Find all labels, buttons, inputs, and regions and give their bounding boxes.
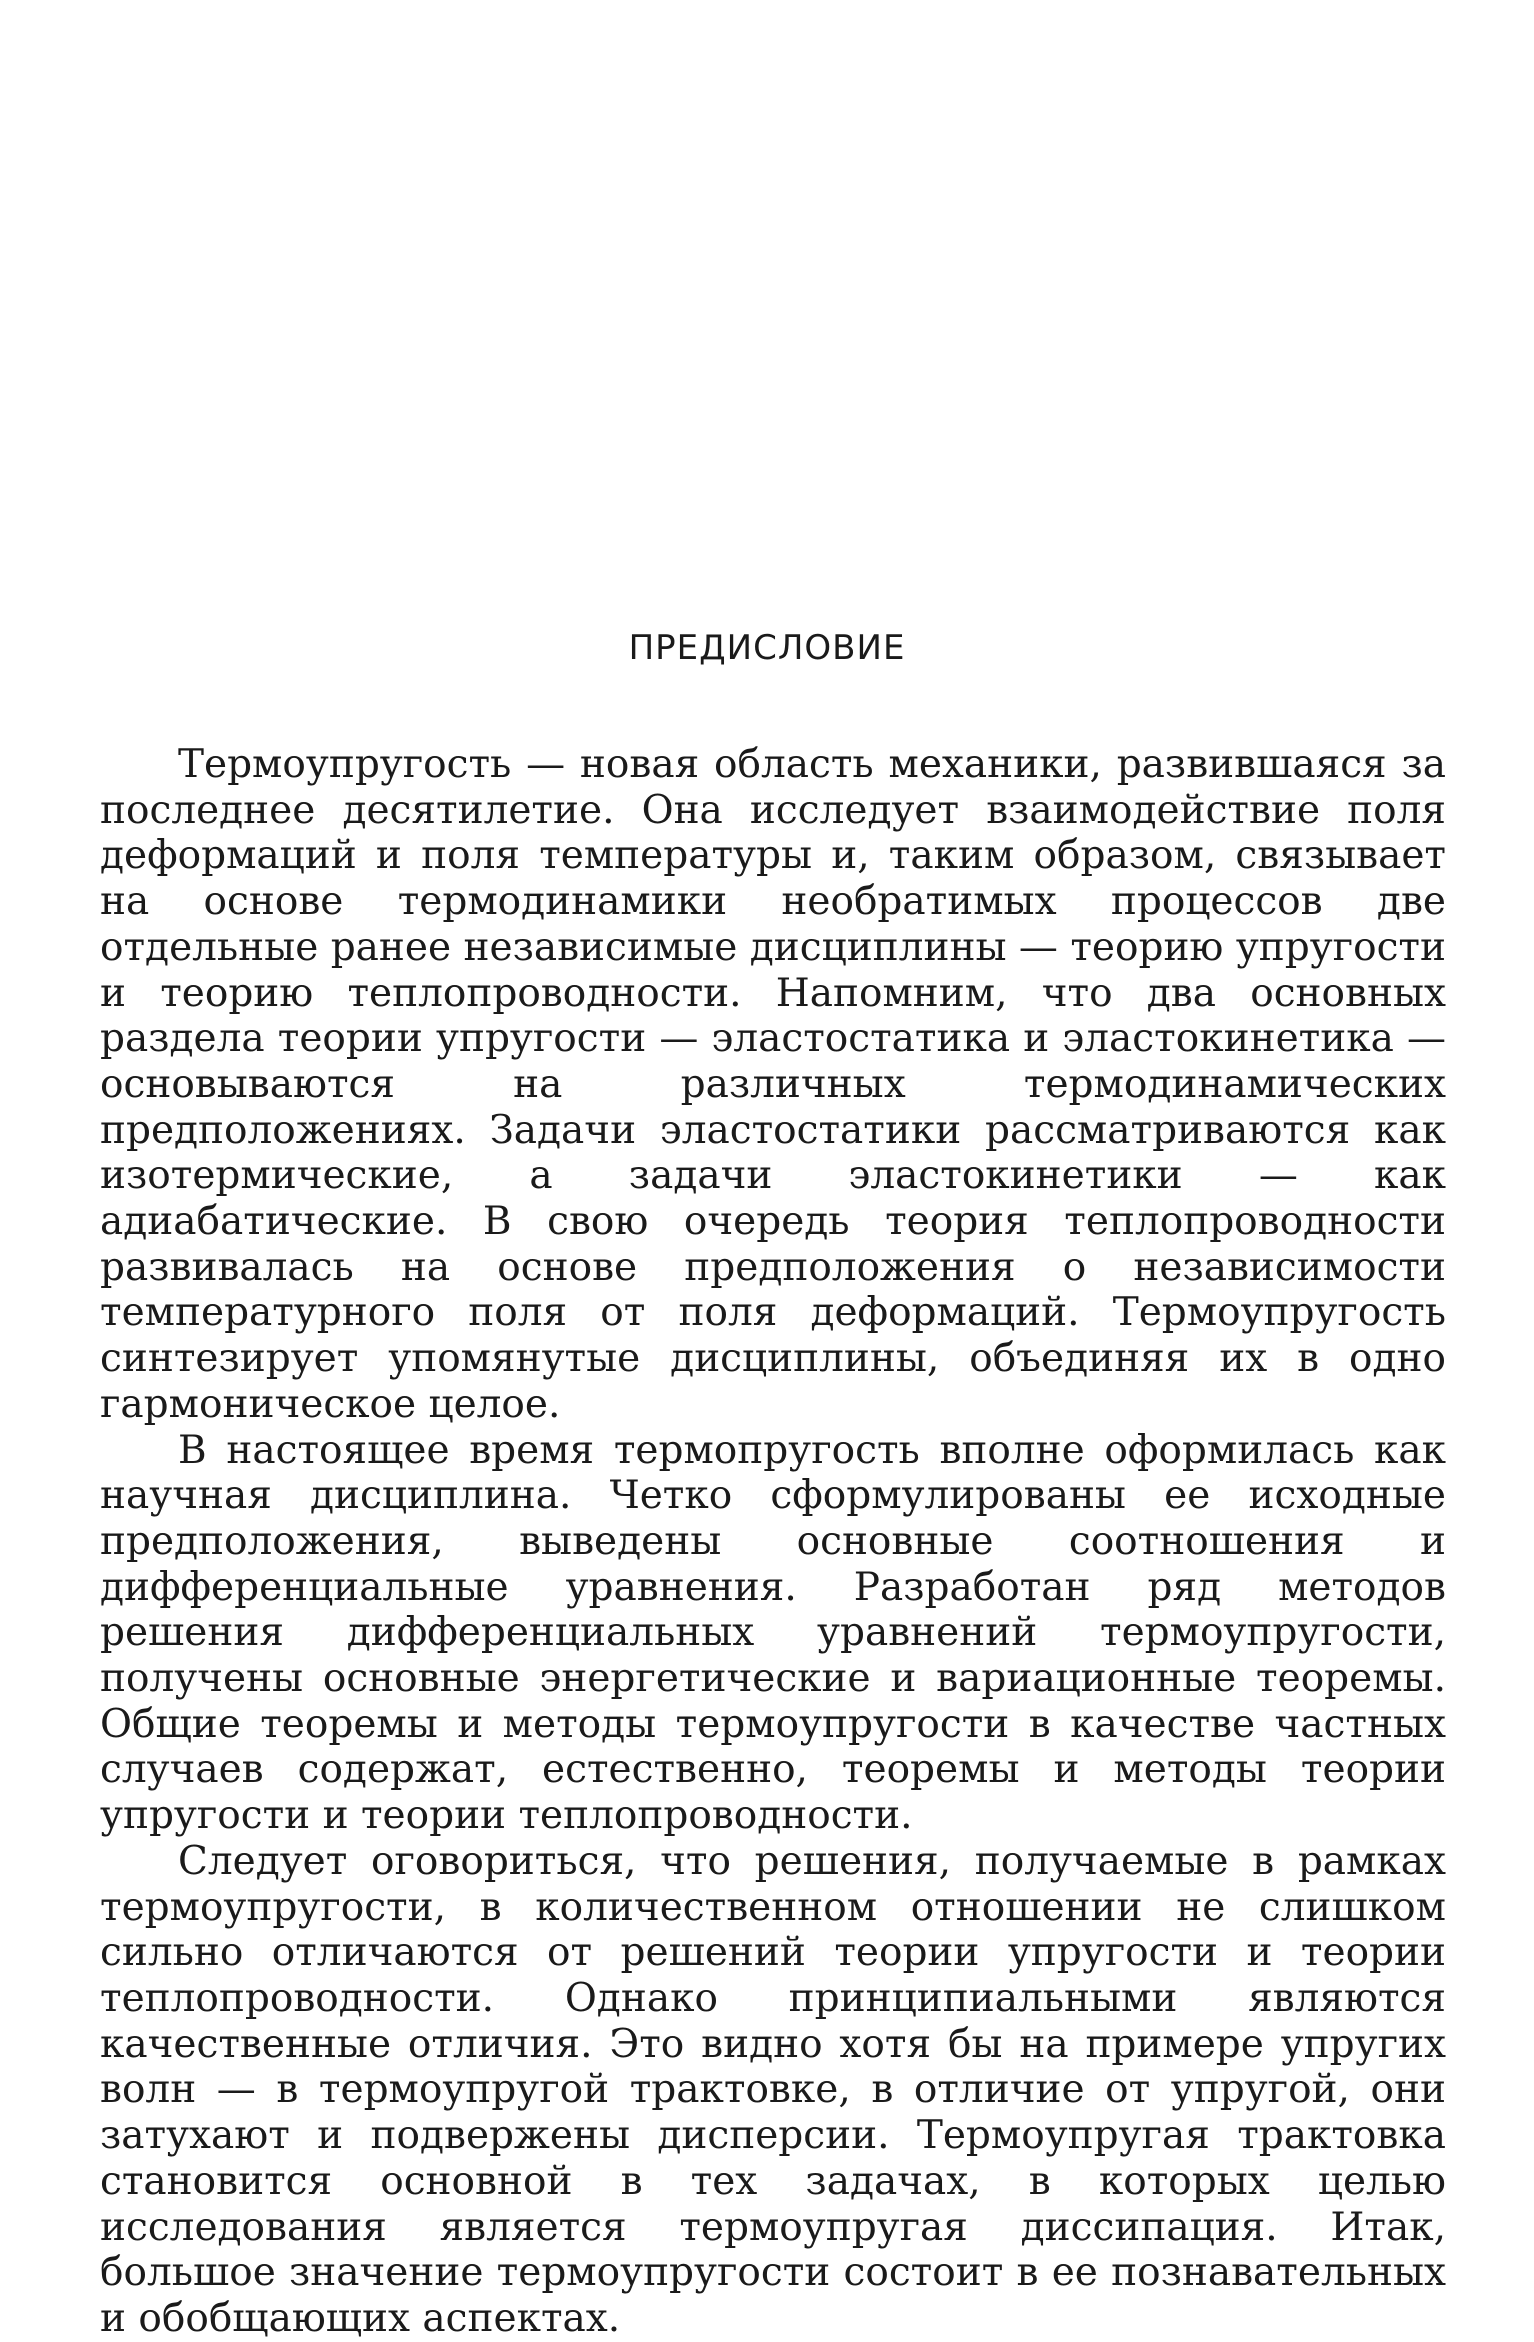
- page-title: ПРЕДИСЛОВИЕ: [628, 628, 906, 668]
- paragraph-2: В настоящее время термопругость вполне оформилась как научная дисциплина. Четко сформулированы ее исходные предположения, выведены основные соотношения и дифференциальные уравнения. Разработан ряд методов решения дифференциальных уравнений термоупругости, получены основные энергетические и вариационные теоремы. Общие теоремы и методы термоупругости в качестве частных случаев содержат, естественно, теоремы и методы теории упругости и теории теплопроводности.: [100, 1427, 1446, 1839]
- paragraph-1: Термоупругость — новая область механики, развившаяся за последнее десятилетие. Она исследует взаимодействие поля деформаций и поля температуры и, таким образом, связывает на основе термодинамики необратимых процессов две отдельные ранее независимые дисциплины — теорию упругости и теорию теплопроводности. Напомним, что два основных раздела теории упругости — эластостатика и эластокинетика — основываются на различных термодинамических предположениях. Задачи эластостатики рассматриваются как изотермические, а задачи эластокинетики — как адиабатические. В свою очередь теория теплопроводности развивалась на основе предположения о независимости температурного поля от поля деформаций. Термоупругость синтезирует упомянутые дисциплины, объединяя их в одно гармоническое целое.: [100, 742, 1446, 1427]
- paragraph-3: Следует оговориться, что решения, получаемые в рамках термоупругости, в количественном отношении не слишком сильно отличаются от решений теории упругости и теории теплопроводности. Однако принципиальными являются качественные отличия. Это видно хотя бы на примере упругих волн — в термоупругой трактовке, в отличие от упругой, они затухают и подвержены дисперсии. Термоупругая трактовка становится основной в тех задачах, в которых целью исследования является термоупругая диссипация. Итак, большое значение термоупругости состоит в ее познавательных и обобщающих аспектах.: [100, 1838, 1446, 2341]
- body-text: [100, 742, 1446, 2342]
